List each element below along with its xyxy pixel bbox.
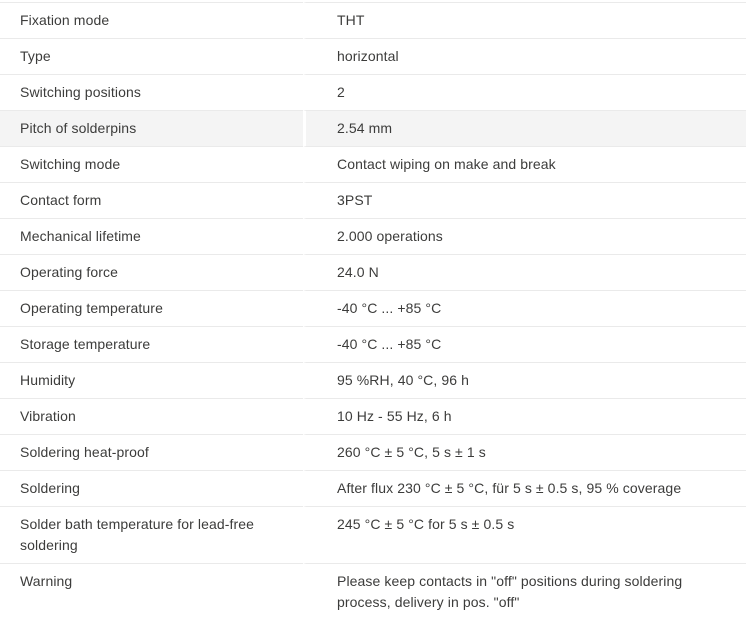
spec-value: 245 °C ± 5 °C for 5 s ± 0.5 s xyxy=(303,506,746,563)
specification-table-body xyxy=(0,2,746,618)
table-row xyxy=(0,362,746,398)
spec-value: 10 Hz - 55 Hz, 6 h xyxy=(303,398,746,434)
table-row xyxy=(0,254,746,290)
spec-label: Soldering heat-proof xyxy=(0,434,303,470)
spec-label: Operating temperature xyxy=(0,290,303,326)
spec-label: Warning xyxy=(0,563,303,618)
table-row xyxy=(0,110,746,146)
spec-label: Switching positions xyxy=(0,74,303,110)
spec-label: Vibration xyxy=(0,398,303,434)
spec-value: -40 °C ... +85 °C xyxy=(303,326,746,362)
table-row xyxy=(0,290,746,326)
spec-value: horizontal xyxy=(303,38,746,74)
table-row xyxy=(0,326,746,362)
spec-value: 2.000 operations xyxy=(303,218,746,254)
table-row xyxy=(0,2,746,38)
spec-label: Mechanical lifetime xyxy=(0,218,303,254)
spec-value: 2.54 mm xyxy=(303,110,746,146)
spec-label: Switching mode xyxy=(0,146,303,182)
spec-label: Fixation mode xyxy=(0,2,303,38)
spec-value: Contact wiping on make and break xyxy=(303,146,746,182)
table-row xyxy=(0,434,746,470)
spec-value: 3PST xyxy=(303,182,746,218)
table-row xyxy=(0,563,746,618)
table-row xyxy=(0,182,746,218)
spec-label: Humidity xyxy=(0,362,303,398)
spec-value: 95 %RH, 40 °C, 96 h xyxy=(303,362,746,398)
spec-label: Soldering xyxy=(0,470,303,506)
table-row xyxy=(0,74,746,110)
spec-value: 260 °C ± 5 °C, 5 s ± 1 s xyxy=(303,434,746,470)
table-row xyxy=(0,506,746,563)
table-row xyxy=(0,398,746,434)
spec-label: Solder bath temperature for lead-free soldering xyxy=(0,506,303,563)
spec-label: Type xyxy=(0,38,303,74)
table-row xyxy=(0,470,746,506)
table-row xyxy=(0,38,746,74)
spec-value: -40 °C ... +85 °C xyxy=(303,290,746,326)
spec-label: Pitch of solderpins xyxy=(0,110,303,146)
spec-label: Contact form xyxy=(0,182,303,218)
spec-label: Storage temperature xyxy=(0,326,303,362)
spec-label: Operating force xyxy=(0,254,303,290)
spec-value: After flux 230 °C ± 5 °C, für 5 s ± 0.5 s, 95 % coverage xyxy=(303,470,746,506)
spec-value: 2 xyxy=(303,74,746,110)
spec-value: Please keep contacts in "off" positions during soldering process, delivery in pos. "off" xyxy=(303,563,746,618)
specification-table xyxy=(0,2,746,618)
table-row xyxy=(0,146,746,182)
spec-value: 24.0 N xyxy=(303,254,746,290)
table-row xyxy=(0,218,746,254)
spec-value: THT xyxy=(303,2,746,38)
